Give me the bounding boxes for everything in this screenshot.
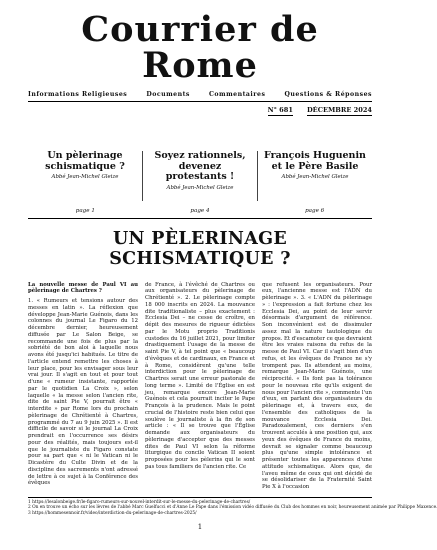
masthead-rule xyxy=(28,101,372,102)
teaser-title: François Huguenin et le Père Basile xyxy=(264,150,366,172)
teaser-author: Abbé Jean-Michel Gleize xyxy=(281,174,349,180)
nav-commentaires[interactable]: Commentaires xyxy=(208,91,266,98)
teaser-2[interactable] xyxy=(142,151,257,201)
article-text: que refusent les organisateurs. Pour eux, l'ancienne messe est l'ADN du pèlerinage ». 3. « L'ADN du pèlerinage » : l'expression a fait fortune chez les Ecclesia Dei, au point de leur servir désormais d'argument de référence. Son inconvénient est de dissimuler assez mal la nature tautologique du propos. Et d'escamoter ce que devraient être les vraies raisons du refus de la messe de Paul VI. Car il s'agit bien d'un refus, et les évêques de France ne s'y trompent pas. Ils attendent au moins, remarque Jean-Marie Guénois, une réciprocité. « Ils font pas la tolérance pour le nouveau rite qu'ils exigent de nous pour l'ancien rite », commente l'un d'eux, en parlant des organisateurs du pèlerinage et, à travers eux, de l'ensemble des catholiques de la mouvance Ecclesia Dei. Paradoxalement, ces derniers s'en trouvent acculés à une position qui, aux yeux des évêques de France du moins, devrait se signaler comme beaucoup plus qu'une simple intolérance et présenter toutes les apparences d'une attitude schismatique. Alors que, de l'aveu même de ceux qui ont décidé de se désolidariser de la Fraternité Saint Pie X à l'occasion xyxy=(262,281,372,491)
teaser-3[interactable] xyxy=(257,151,372,201)
article-column-2 xyxy=(145,282,255,491)
contents-teasers xyxy=(28,151,372,201)
section-nav xyxy=(28,91,372,98)
footnote: 2 On en trouve un écho sur les lèvres de l'abbé Marc Guelfucci et d'Anne Le Pape dans l'émission vidéo diffusée du Club des hommes en noir, heureusement animée par Philippe Maxence. xyxy=(28,505,437,511)
section-divider xyxy=(28,218,372,219)
teaser-author: Abbé Jean-Michel Gleize xyxy=(51,174,119,180)
article-column-3 xyxy=(262,282,372,491)
issue-number: N° 681 xyxy=(267,106,293,114)
issue-info xyxy=(28,106,372,116)
masthead-title: Courrier de Rome xyxy=(81,9,319,86)
article-text: de France, à l'évêché de Chartres ou aux organisateurs du pèlerinage de Chrétienté ». 2. Le pèlerinage compte 18 000 inscrits en 2024. La mouvance dite traditionaliste – plus exactement : Ecclesia Dei – ne cesse de croître, en dépit des mesures de rigueur édictées par le Motu proprio Traditionis custodes du 16 juillet 2021, pour limiter drastiquement l'usage de la messe de saint Pie V, à tel point que « beaucoup d'évêques et de cardinaux, en France et à Rome, considèrent qu'une telle interdiction pour le pèlerinage de Chartres serait une erreur pastorale de long terme ». Limité de l'Église en est jeu, remarque encore Jean-Marie Guénois et cela pourrait inciter le Pape François à la prudence. Mais le point crucial de l'histoire reste bien celui que soulève le journaliste à la fin de son article : « Il se trouve que l'Église demande aux organisateurs du pèlerinage d'accepter que des messes dites de Paul VI selon la réforme liturgique du concile Vatican II soient proposées pour les pèlerins qui le sont pas tous familiers de l'ancien rite. Ce xyxy=(145,281,255,470)
teaser-author: Abbé Jean-Michel Gleize xyxy=(166,184,234,191)
footnotes xyxy=(28,497,437,516)
newsletter-page xyxy=(28,0,437,531)
footnote[interactable]: 3 https://hommesennoir.fr/video/interdiction-du-pelerinage-de-chartres-2025/ xyxy=(28,510,197,516)
nav-informations[interactable]: Informations Religieuses xyxy=(28,91,128,98)
article-column-1 xyxy=(28,282,138,491)
article-lead: La nouvelle messe de Paul VI au pèlerinage de Chartres ? xyxy=(28,281,138,295)
article-body xyxy=(28,282,372,491)
teaser-title: Un pèlerinage schismatique ? xyxy=(45,150,125,172)
teaser-page-ref: page 6 xyxy=(305,208,325,214)
article-headline: UN PÈLERINAGE SCHISMATIQUE ? xyxy=(109,228,291,269)
teaser-page-ref: page 4 xyxy=(190,208,210,214)
teaser-page-ref: page 1 xyxy=(75,208,95,214)
nav-questions[interactable]: Questions & Réponses xyxy=(284,91,372,98)
teaser-title: Soyez rationnels, devenez protestants ! xyxy=(154,150,246,182)
issue-date: DÉCEMBRE 2024 xyxy=(306,106,372,114)
footnote[interactable]: 1 https://lesalonbeige.fr/le-figaro-rumeurs-sur-nouvel-interdit-sur-le-messe-du-pelerinage-de-chartres/ xyxy=(28,500,251,505)
nav-documents[interactable]: Documents xyxy=(146,91,190,98)
article-text: 1. « Rumeurs et tensions autour des messes en latin ». La réflexion que développe Jean-Marie Guénois, dans les colonnes du journal Le Figaro du 12 décembre dernier, heureusement diffusée par Le Salon Beige, se recommande une fois de plus par la sobriété de bon aloi à laquelle nous avons été jusqu'ici habitués. Le titre de l'article entend remettre les choses à leur place, pour les envisager sous leur vrai jour. Il s'agit en tout et pour tout d'une « rumeur insistante, rapportée par le quotidien La Croix », selon laquelle « la messe selon l'ancien rite, dite de saint Pie V, pourrait être « interdite » par Rome lors du prochain pèlerinage de Chrétienté à Chartres, programmé du 7 au 9 juin 2025 ». Il est difficile de savoir si le journal La Croix prendrait en l'occurrence ses désirs pour des réalités, mais toujours est-il que le journaliste du Figaro constate pour sa part que « ni le Vatican ni le Dicastère du Culte Divin et de la discipline des sacrements n'ont adressé de lettre à ce sujet à la Conférence des évêques xyxy=(28,298,138,487)
page-number: 1 xyxy=(197,523,203,531)
teaser-1[interactable] xyxy=(28,151,142,201)
teaser-page-refs xyxy=(28,208,372,214)
